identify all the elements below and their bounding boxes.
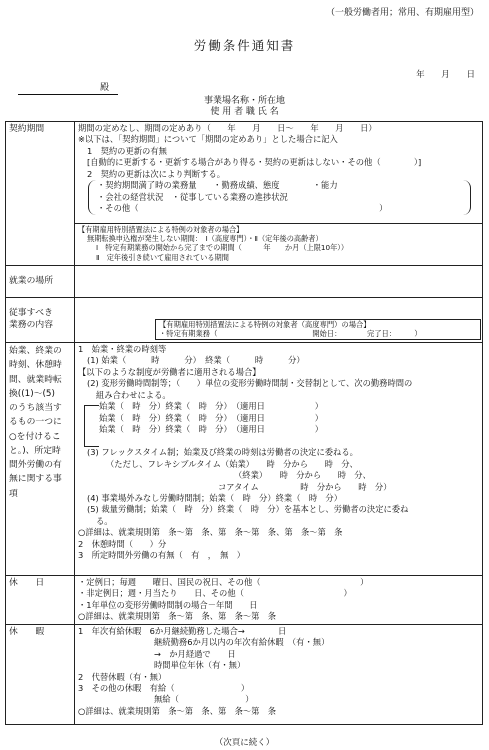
shift-row-1: 始業（ 時 分）終業（ 時 分） （適用日 ） [99,401,324,412]
renewal-criteria-list [88,180,471,214]
hours-heading: 1 始業・終業の時刻等 [78,344,167,354]
fixed-hours-line: (1) 始業（ 時 分） 終業（ 時 分） [87,355,305,366]
months-elapsed-line: → か月経過で 日 [154,648,236,659]
leave-label: 休 暇 [6,624,75,724]
duties-label-line-2: 業務の内容 [9,320,53,331]
special-measures-box [75,223,482,263]
annual-leave-line: 1 年次有給休暇 6か月継続勤務した場合→ 日 [78,625,287,636]
leave-rules-ref: ○詳細は、就業規則第 条～第 条、第 条～第 条 [78,705,277,716]
hours-label-line: のうち該当す [9,403,62,413]
duties-label-line-1: 従事すべき [9,308,53,318]
duties-special-line: ・特定有期業務（ 開始日： 完了日： ） [159,329,422,339]
shift-rows [99,401,323,447]
hours-label [6,343,75,576]
duties-row [6,298,483,343]
contract-period-line: 期間の定めなし、期間の定めあり（ 年 月 日～ 年 月 日） [78,123,377,133]
duties-special-box [155,319,481,340]
hours-label-line: と。)、所定時 [9,445,61,456]
hours-cell [75,343,483,576]
regular-holidays-line: ・定例日；毎週 曜日、国民の祝日、その他（ ） [78,577,369,587]
contract-cell [75,122,483,266]
shift-row-2: 始業（ 時 分）終業（ 時 分） （適用日 ） [99,412,324,423]
systems-heading: 【以下のような制度が労働者に適用される場合】 [78,366,261,377]
criteria-line-2: ・会社の経営状況 ・従事している業務の進捗状況 [97,191,288,202]
holidays-label: 休 日 [6,576,75,625]
hours-label-line: 項 [9,488,18,499]
criteria-line-3: ・その他（ ） [97,203,388,214]
leave-cell [75,624,483,724]
page-title: 労働条件通知書 [193,38,296,53]
employer-block [0,96,489,119]
variable-hours-line: (2) 変形労働時間制等；（ ）単位の変形労働時間制・交替制として、次の勤務時間の [87,378,413,389]
duties-label [6,298,75,343]
hours-label-line: 無に関する事 [9,474,62,485]
short-service-leave-line: 継続勤務6か月以内の年次有給休暇 （有・無） [154,637,330,648]
hours-label-line: 時刻、休憩時 [9,360,62,371]
hours-label-line: 換((1)～(5) [9,388,55,399]
other-unpaid-leave-line: 無給（ ） [154,694,254,705]
contract-label: 契約期間 [6,122,75,266]
hours-label-lines [9,344,71,501]
form-type-note: （一般労働者用；常用、有期雇用型） [325,8,479,18]
addressee-underline [18,94,118,95]
contract-row [6,122,483,266]
deemed-hours-line: (4) 事業場外みなし労働時間制；始業（ 時 分）終業（ 時 分） [87,492,343,503]
employer-name-address-label: 事業場名称・所在地 [203,96,285,106]
renewal-criteria-heading: 2 契約の更新は次により判断する。 [87,168,226,179]
special-line-3: Ⅱ 定年後引き続いて雇用されている期間 [96,252,229,262]
criteria-line-1: ・契約期間満了時の業務量 ・勤務成績、態度 ・能力 [97,180,338,191]
contract-note: ※以下は、「契約期間」について「期間の定めあり」とした場合に記入 [78,134,338,145]
flextime-line: (3) フレックスタイム制；始業及び終業の時刻は労働者の決定に委ねる。 [87,447,358,458]
hours-label-line: 間、就業時転 [9,374,62,385]
flextime-start-line: （ただし、フレキシブルタイム（始業） 時 分から 時 分、 [106,458,358,469]
leave-row [6,624,483,724]
renewal-heading: 1 契約の更新の有無 [87,145,167,156]
duties-special-title: 【有期雇用特別措置法による特例の対象者（高度専門）の場合】 [159,320,371,329]
workplace-cell [75,266,483,298]
conditions-table [5,121,483,725]
coretime-line: コアタイム 時 分から 時 分） [218,481,392,492]
hours-label-line: 間外労働の有 [9,460,62,470]
duties-cell [75,298,483,343]
holidays-cell [75,576,483,625]
hours-rules-ref: ○詳細は、就業規則第 条～第 条、第 条～第 条、第 条～第 条 [78,527,343,538]
break-time-line: 2 休憩時間（ ）分 [78,538,167,549]
irregular-holidays-line: ・非定例日；週・月当たり 日、その他（ ） [78,588,352,599]
continued-note: （次頁に続く） [214,738,275,748]
special-line-1: 無期転換申込権が発生しない期間： Ⅰ（高度専門）・Ⅱ（定年後の高齢者） [87,233,323,243]
employer-title-name-label: 使 用 者 職 氏 名 [210,107,279,118]
overtime-line: 3 所定時間外労働の有無（ 有 ， 無 ） [78,550,246,561]
other-paid-leave-line: 3 その他の休暇 有給（ ） [78,682,250,693]
addressee-suffix: 殿 [100,83,110,93]
hours-label-line: るもの一つに [9,417,62,428]
discretionary-cont: る。 [96,515,113,526]
hours-row [6,343,483,576]
date-line: 年 月 日 [416,70,475,80]
flextime-end-line: （終業） 時 分から 時 分、 [234,470,371,481]
holidays-rules-ref: ○詳細は、就業規則第 条～第 条、第 条～第 条 [78,611,277,622]
shift-bracket [84,405,99,447]
discretionary-line: (5) 裁量労働制；始業（ 時 分）終業（ 時 分）を基本とし、労働者の決定に委ね [87,504,409,515]
shift-rows-group [78,401,479,447]
hours-label-line: ○を付けるこ [9,431,61,442]
special-title: 【有期雇用特別措置法による特例の対象者の場合】 [78,224,244,234]
annual-variable-line: ・1年単位の変形労働時間制の場合－年間 日 [78,599,258,610]
hourly-leave-line: 時間単位年休（有・無） [154,660,246,671]
workplace-label: 就業の場所 [6,266,75,298]
variable-hours-cont: 組み合わせによる。 [96,389,171,400]
holidays-row [6,576,483,625]
workplace-row [6,266,483,298]
hours-label-line: 始業、終業の [9,346,62,356]
substitute-leave-line: 2 代替休暇（有・無） [78,671,167,682]
renewal-options: [自動的に更新する・更新する場合があり得る・契約の更新はしない・その他（ ）] [87,157,422,168]
special-line-2: Ⅰ 特定有期業務の開始から完了までの期間（ 年 か月（上限10年）） [96,243,349,253]
shift-row-3: 始業（ 時 分）終業（ 時 分） （適用日 ） [99,424,324,435]
